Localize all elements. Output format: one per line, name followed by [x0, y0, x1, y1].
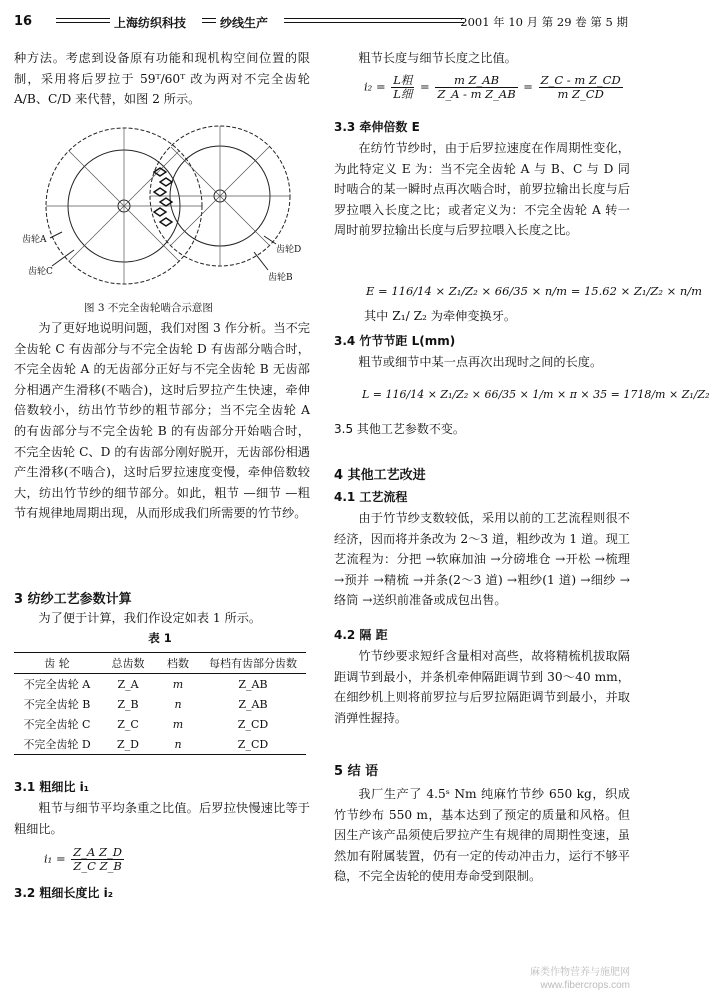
mesh-teeth	[154, 168, 172, 226]
table-header-cell: 齿 轮	[14, 653, 100, 674]
watermark-line-2: www.fibercrops.com	[540, 980, 630, 991]
figure-3	[14, 114, 314, 300]
table-cell: n	[156, 734, 200, 755]
equation-i2-lhs: i₂ =	[364, 79, 386, 94]
page-number: 16	[14, 14, 33, 29]
section-3-intro: 为了便于计算，我们作设定如表 1 所示。	[38, 611, 262, 625]
table-header-cell: 每档有齿部分齿数	[200, 653, 306, 674]
section-4-2-title: 4.2 隔 距	[334, 628, 388, 642]
issue-info: 2001 年 10 月 第 29 卷 第 5 期	[460, 15, 628, 29]
table-row	[14, 694, 306, 714]
page-header	[14, 14, 628, 32]
label-gear-c: 齿轮C	[28, 267, 53, 277]
equation-i2-f1-num: L粗	[393, 73, 413, 87]
section-3-5-title: 3.5 其他工艺参数不变。	[334, 422, 465, 436]
section-3-3-note: 其中 Z₁/ Z₂ 为牵伸变换牙。	[364, 309, 517, 323]
site-watermark	[530, 966, 630, 992]
equation-i2-f2-den: Z_A - m Z_AB	[437, 87, 516, 101]
equation-i2-f2-num: m Z_AB	[435, 74, 517, 88]
figure-caption: 图 3 不完全齿轮啮合示意图	[84, 302, 213, 314]
section-3-title: 3 纺纱工艺参数计算	[14, 592, 132, 607]
table-cell: m	[172, 717, 184, 731]
section-3-2-title: 3.2 粗细长度比 i₂	[14, 886, 113, 900]
equation-i2-f3-den: m Z_CD	[557, 87, 604, 101]
table-cell: m	[172, 677, 184, 691]
section-3-3-title: 3.3 牵伸倍数 E	[334, 120, 420, 134]
table-cell: Z_AB	[238, 697, 268, 711]
table-cell: Z_C	[117, 717, 139, 731]
section-name: 纱线生产	[220, 16, 269, 30]
watermark-line-1: 麻类作物营养与施肥网	[530, 967, 630, 978]
table-header-row	[14, 653, 306, 674]
section-3-1-text: 粗节与细节平均条重之比值。后罗拉快慢速比等于粗细比。	[14, 801, 310, 836]
equation-i1-lhs: i₁ =	[44, 851, 66, 866]
section-3-1-title: 3.1 粗细比 i₁	[14, 780, 89, 794]
table-header-cell: 总齿数	[100, 653, 156, 674]
journal-name: 上海纺织科技	[114, 16, 187, 30]
table-cell: 不完全齿轮 B	[23, 698, 91, 711]
table-1	[14, 652, 306, 755]
equation-i2-f1-den: L细	[393, 87, 413, 101]
equation-i2-f3-num: Z_C - m Z_CD	[540, 73, 621, 87]
table-cell: Z_D	[100, 734, 156, 755]
table-header-cell: 档数	[156, 653, 200, 674]
equation-i1	[44, 846, 126, 873]
label-gear-d: 齿轮D	[276, 245, 302, 255]
equation-i1-denominator: Z_C Z_B	[73, 859, 122, 873]
table-row	[14, 734, 306, 755]
section-4-title: 4 其他工艺改进	[334, 468, 426, 483]
equation-L: L = 116/14 × Z₁/Z₂ × 66/35 × 1/m × π × 35 = 1718/m × Z₁/Z₂	[362, 388, 710, 401]
left-para-2: 为了更好地说明问题，我们对图 3 作分析。当不完全齿轮 C 有齿部分与不完全齿轮 D 有齿部分啮合时，不完全齿轮 A 的无齿部分正好与不完全齿轮 B 无齿部分相遇产生滑移(不啮合)，这时后罗拉产生快速，牵伸倍数较小，纺出竹节纱的粗节部分；当不完全齿轮 A 的有齿部分与不完全齿轮 B 的有齿部分开始啮合时，不完全齿轮 C、D 的有齿部分刚好脱开，无齿部份相遇产生滑移(不啮合)，这时后罗拉速度变慢，牵伸倍数较大，纺出竹节纱的细节部分。如此，粗节 —细节 —粗节有规律地周期出现，从而形成我们所需要的竹节纱。	[14, 321, 310, 521]
header-rule-2	[202, 18, 216, 23]
label-gear-a: 齿轮A	[22, 235, 47, 245]
left-para-1: 种方法。考虑到设备原有功能和现机构空间位置的限制，采用将后罗拉于 59ᵀ/60ᵀ 改为两对不完全齿轮 A/B、C/D 来代替，如图 2 所示。	[14, 51, 310, 107]
section-3-3-text: 在纺竹节纱时，由于后罗拉速度在作周期性变化，为此特定义 E 为：当不完全齿轮 A 与 B、C 与 D 同时啮合的某一瞬时点再次啮合时，前罗拉输出长度与后罗拉喂入长度之比；或者定义为：不完全齿轮 A 转一周时前罗拉输出长度与后罗拉喂入长度之比。	[334, 141, 630, 238]
table-cell: 不完全齿轮 C	[23, 718, 91, 731]
table-cell: Z_CD	[200, 734, 306, 755]
section-3-4-text: 粗节或细节中某一点再次出现时之间的长度。	[358, 355, 603, 369]
section-4-1-title: 4.1 工艺流程	[334, 490, 408, 504]
equation-E: E = 116/14 × Z₁/Z₂ × 66/35 × n/m = 15.62 × Z₁/Z₂ × n/m	[366, 284, 703, 298]
equation-i1-numerator: Z_A Z_D	[73, 845, 122, 859]
header-rule-1	[56, 18, 110, 23]
table-cell: Z_AB	[238, 677, 268, 691]
section-5-text: 我厂生产了 4.5ˢ Nm 纯麻竹节纱 650 kg，织成竹节纱布 550 m，基本达到了预定的质量和风格。但因生产该产品须使后罗拉产生有规律的周期性变速，虽然加有附属装置，仍有一定的传动冲击力，运行不够平稳，不完全齿轮的使用寿命受到限制。	[334, 787, 630, 884]
table-title: 表 1	[148, 631, 172, 645]
section-3-4-title: 3.4 竹节节距 L(mm)	[334, 334, 456, 348]
table-cell: n	[174, 697, 182, 711]
table-cell: Z_A	[117, 677, 139, 691]
section-4-2-text: 竹节纱要求短纤含量相对高些，故将精梳机拔取隔距调节到最小，并条机牵伸隔距调节到 30～40 mm，在细纱机上则将前罗拉与后罗拉隔距调节到最小，并取消弹性握持。	[334, 649, 630, 725]
header-rule-3	[284, 18, 464, 23]
table-row	[14, 714, 306, 734]
section-5-title: 5 结 语	[334, 764, 379, 779]
table-cell: Z_CD	[237, 717, 269, 731]
section-3-2-text: 粗节长度与细节长度之比值。	[358, 51, 517, 65]
table-row	[14, 674, 306, 695]
table-cell: 不完全齿轮 D	[14, 734, 100, 755]
table-cell: 不完全齿轮 A	[23, 678, 91, 691]
section-4-1-text: 由于竹节纱支数较低，采用以前的工艺流程则很不经济，因而将并条改为 2～3 道，粗纱改为 1 道。现工艺流程为：分把 →软麻加油 →分磅堆仓 →开松 →梳理 →预并 →精梳 →并条(2～3 道) →粗纱(1 道) →细纱 →络筒 →送织前准备或成包出售。	[334, 511, 630, 608]
label-gear-b: 齿轮B	[268, 273, 293, 283]
table-cell: Z_B	[117, 697, 139, 711]
equation-i2: i₂ = $\frac{\text{L粗}}{\text{L细}}$ = $\frac{\text{m Z\_AB}}{\text{Z\_A - m Z\_AB}}$ = $\frac{\text{Z\_C - m Z\_CD}}{\text{m Z\_CD}}$	[364, 73, 621, 101]
